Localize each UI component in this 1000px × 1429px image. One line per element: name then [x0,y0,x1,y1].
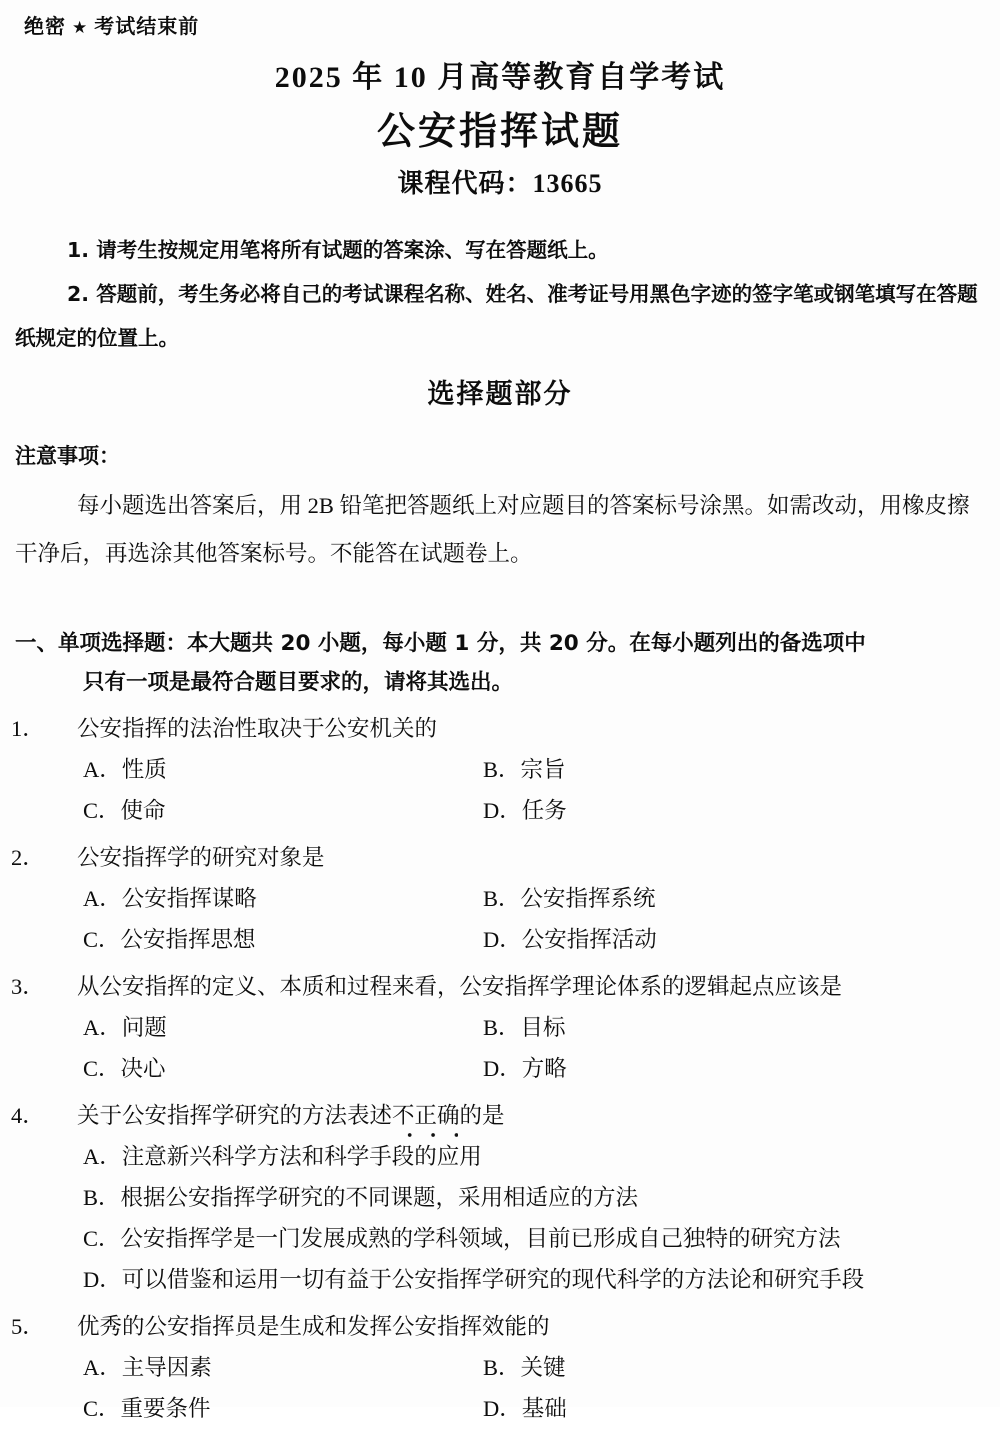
option-text: 重要条件 [120,1396,211,1421]
option-text: 公安指挥谋略 [121,886,257,911]
option-text: 决心 [120,1056,166,1081]
option-letter: B． [483,757,521,782]
option-row [15,1007,987,1048]
option-text: 任务 [521,798,567,823]
option-letter: D． [83,1267,122,1292]
option-letter: C． [83,1396,121,1421]
question-stem [11,966,987,1007]
option-row [15,1218,987,1259]
option-text: 使命 [120,798,166,823]
option-d[interactable] [483,790,567,831]
option-b[interactable] [483,878,656,919]
section-heading [15,624,987,702]
option-row [15,919,987,960]
option-text: 根据公安指挥学研究的不同课题，采用相适应的方法 [120,1185,639,1210]
option-text: 可以借鉴和运用一切有益于公安指挥学研究的现代科学的方法论和研究手段 [121,1267,865,1292]
course-code-separator: ： [505,169,533,198]
notice-body: 每小题选出答案后，用 2B 铅笔把答题纸上对应题目的答案标号涂黑。如需改动，用橡皮擦干净后，再选涂其他答案标号。不能答在试题卷上。 [15,493,970,566]
section-marker: 一、 [15,631,59,656]
option-b[interactable] [83,1177,987,1218]
option-letter: B． [83,1185,121,1210]
question-text-tail: 的是 [459,1103,505,1128]
question-text: 从公安指挥的定义、本质和过程来看，公安指挥学理论体系的逻辑起点应该是 [77,974,843,999]
question-text: 优秀的公安指挥员是生成和发挥公安指挥效能的 [77,1314,550,1339]
question-emphasis: 不正确 [392,1103,460,1128]
option-letter: A． [83,1144,122,1169]
question-item [11,1095,987,1300]
option-letter: C． [83,1056,121,1081]
question-stem [11,708,987,749]
option-text: 关键 [520,1355,566,1380]
option-d[interactable] [483,919,657,960]
option-letter: B． [483,1015,521,1040]
option-c[interactable] [83,919,483,960]
option-c[interactable] [83,1388,483,1429]
question-item [11,1306,987,1429]
option-letter: C． [83,1226,121,1251]
instruction-item-2: 2. 答题前，考生务必将自己的考试课程名称、姓名、准考证号用黑色字迹的签字笔或钢笔填写在答题纸规定的位置上。 [15,282,978,350]
option-text: 公安指挥思想 [120,927,256,952]
option-text: 基础 [521,1396,567,1421]
option-row [15,1347,987,1388]
option-d[interactable] [483,1048,567,1089]
option-letter: B． [483,886,521,911]
option-b[interactable] [483,1007,566,1048]
option-row [15,790,987,831]
option-text: 公安指挥系统 [520,886,656,911]
option-text: 公安指挥学是一门发展成熟的学科领域，目前已形成自己独特的研究方法 [120,1226,841,1251]
section-heading-line2: 只有一项是最符合题目要求的，请将其选出。 [83,670,514,695]
course-code [0,163,1000,200]
question-stem [11,1306,987,1347]
option-c[interactable] [83,1218,987,1259]
instructions-block [15,228,987,360]
course-code-value: 13665 [532,169,603,198]
exam-title-line1: 2025 年 10 月高等教育自学考试 [274,61,726,94]
option-row [15,878,987,919]
option-letter: A． [83,886,122,911]
option-row [15,1048,987,1089]
option-letter: A． [83,1355,122,1380]
option-c[interactable] [83,790,483,831]
option-text: 主导因素 [121,1355,212,1380]
option-a[interactable] [83,1136,987,1177]
option-row [15,749,987,790]
question-item [11,837,987,960]
star-icon: ★ [72,18,89,38]
option-d[interactable] [483,1388,567,1429]
question-stem [11,1095,987,1136]
section-heading-line1: 单项选择题：本大题共 20 小题，每小题 1 分，共 20 分。在每小题列出的备选项中 [58,631,866,656]
option-text: 方略 [521,1056,567,1081]
option-row [15,1259,987,1300]
option-letter: D． [483,1396,522,1421]
question-section [11,624,987,1429]
secrecy-label-right: 考试结束前 [94,14,200,38]
option-a[interactable] [83,878,483,919]
option-text: 性质 [121,757,167,782]
option-text: 注意新兴科学方法和科学手段的应用 [121,1144,482,1169]
question-item [11,966,987,1089]
option-letter: A． [83,1015,122,1040]
option-text: 宗旨 [520,757,566,782]
option-letter: C． [83,927,121,952]
instruction-item-1: 1. 请考生按规定用笔将所有试题的答案涂、写在答题纸上。 [67,238,609,262]
part-heading: 选择题部分 [427,379,573,410]
option-b[interactable] [483,1347,566,1388]
secrecy-label-left: 绝密 [24,14,66,38]
option-a[interactable] [83,749,483,790]
question-number: 3． [11,974,45,999]
option-text: 问题 [121,1015,167,1040]
question-item [11,708,987,831]
question-number: 2． [11,845,45,870]
option-letter: C． [83,798,121,823]
question-text: 关于公安指挥学研究的方法表述 [77,1103,393,1128]
option-row [15,1177,987,1218]
notice-label: 注意事项： [15,444,120,468]
option-row [15,1388,987,1429]
option-letter: B． [483,1355,521,1380]
question-stem [11,837,987,878]
exam-subject-title: 公安指挥试题 [376,109,623,153]
option-text: 公安指挥活动 [521,927,657,952]
course-code-label: 课程代码 [397,169,506,198]
question-text: 公安指挥的法治性取决于公安机关的 [77,716,438,741]
question-number: 1． [11,716,45,741]
option-text: 目标 [520,1015,566,1040]
question-text: 公安指挥学的研究对象是 [77,845,325,870]
option-b[interactable] [483,749,566,790]
question-number: 5． [11,1314,45,1339]
option-row [15,1136,987,1177]
question-number: 4． [11,1103,45,1128]
option-letter: D． [483,927,522,952]
option-letter: A． [83,757,122,782]
option-c[interactable] [83,1048,483,1089]
secrecy-notice [24,10,199,39]
option-a[interactable] [83,1347,483,1388]
option-a[interactable] [83,1007,483,1048]
option-letter: D． [483,798,522,823]
option-letter: D． [483,1056,522,1081]
option-d[interactable] [83,1259,987,1300]
